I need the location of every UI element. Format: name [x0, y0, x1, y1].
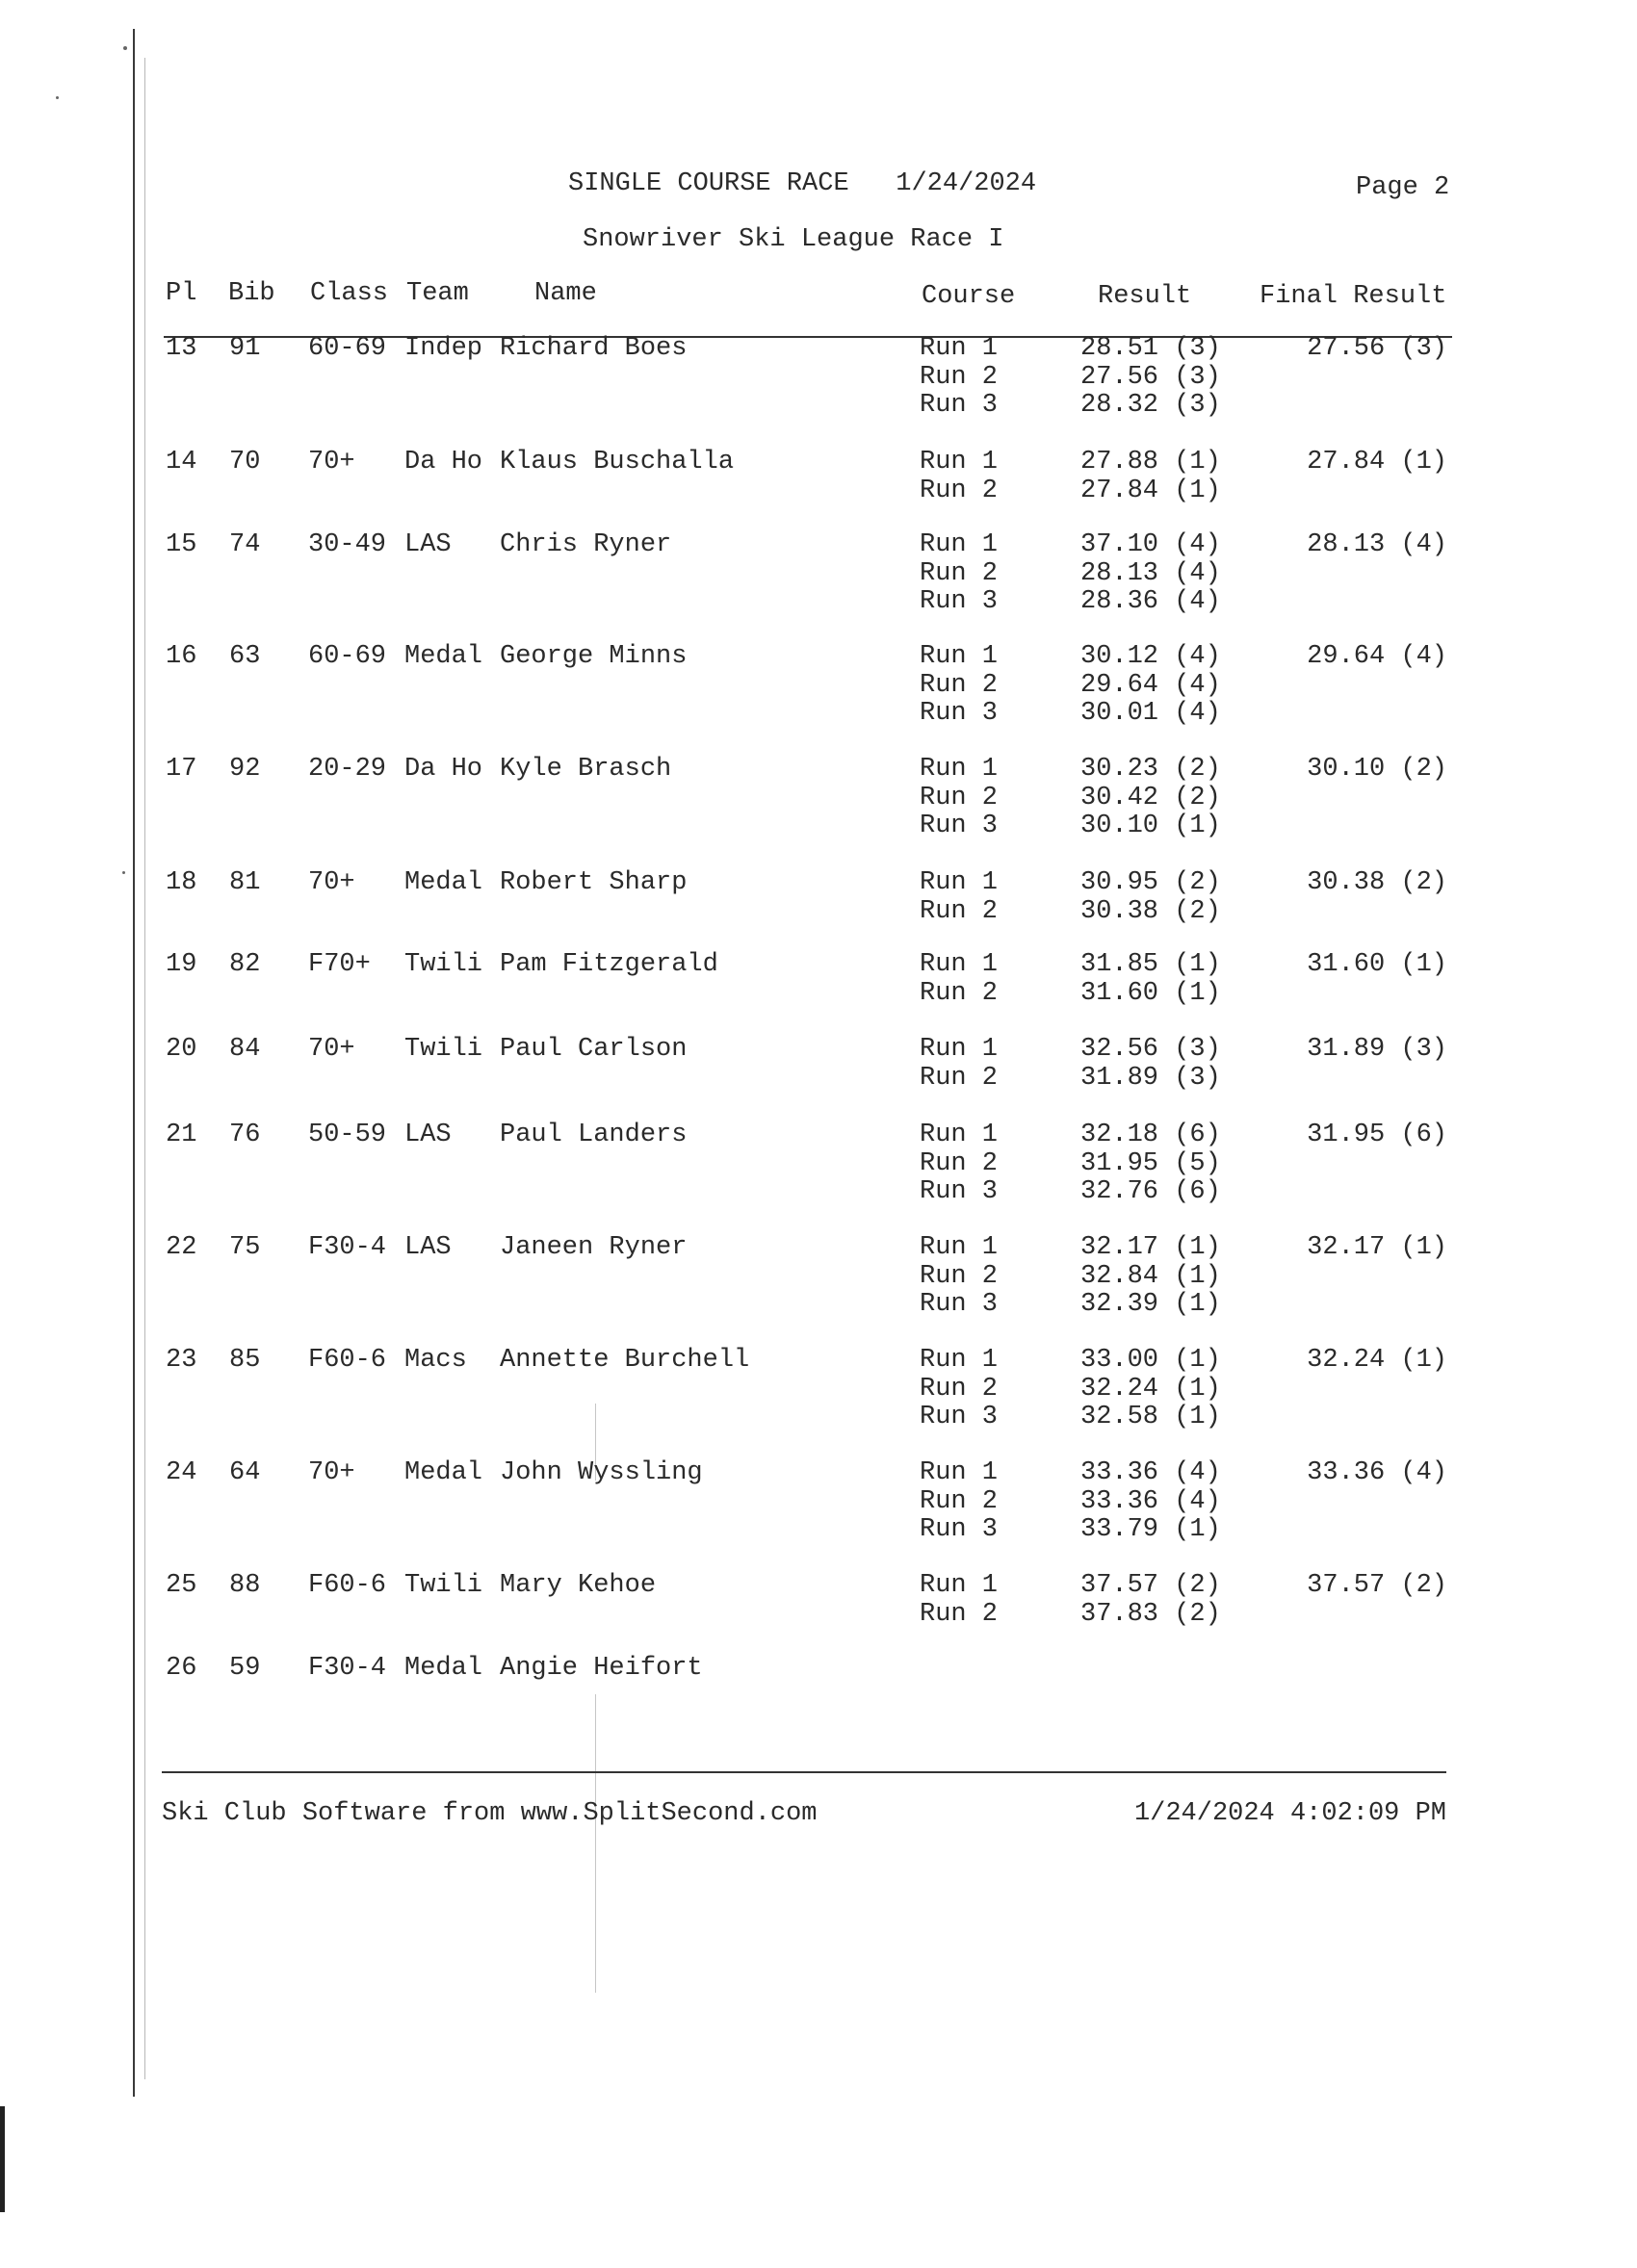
- racer-team: LAS: [404, 530, 452, 559]
- run-result: 28.51 (3): [1080, 334, 1221, 363]
- racer-name: Janeen Ryner: [500, 1233, 688, 1262]
- run-course: Run 2: [920, 978, 999, 1008]
- racer-place: 24: [166, 1458, 197, 1487]
- racer-place: 13: [166, 334, 197, 363]
- column-header-team: Team: [406, 279, 469, 308]
- run-result: 32.56 (3): [1080, 1035, 1221, 1064]
- racer-team: Medal: [404, 1458, 483, 1487]
- racer-final-result: 29.64 (4): [1307, 642, 1447, 671]
- scan-speck: [56, 96, 59, 99]
- run-result: 28.13 (4): [1080, 558, 1221, 588]
- column-header-pl: Pl: [166, 279, 197, 308]
- column-header-result: Result: [1098, 282, 1192, 311]
- racer-bib: 84: [229, 1035, 261, 1064]
- run-course: Run 1: [920, 868, 999, 897]
- racer-final-result: 27.56 (3): [1307, 334, 1447, 363]
- run-course: Run 2: [920, 783, 999, 812]
- racer-team: LAS: [404, 1233, 452, 1262]
- run-result: 30.23 (2): [1080, 755, 1221, 784]
- run-course: Run 2: [920, 896, 999, 926]
- run-result: 32.39 (1): [1080, 1290, 1221, 1319]
- run-course: Run 1: [920, 1571, 999, 1600]
- racer-name: Kyle Brasch: [500, 755, 672, 784]
- racer-bib: 81: [229, 868, 261, 897]
- run-result: 28.32 (3): [1080, 391, 1221, 420]
- run-course: Run 1: [920, 530, 999, 559]
- run-course: Run 3: [920, 1403, 999, 1431]
- racer-team: Twili: [404, 950, 483, 979]
- racer-team: LAS: [404, 1121, 452, 1149]
- racer-class: 70+: [308, 1035, 355, 1064]
- scan-edge-mark: [0, 2106, 5, 2212]
- racer-bib: 85: [229, 1346, 261, 1375]
- racer-class: 60-69: [308, 642, 387, 671]
- run-course: Run 2: [920, 558, 999, 588]
- racer-final-result: 30.38 (2): [1307, 868, 1447, 897]
- run-course: Run 1: [920, 1458, 999, 1487]
- racer-place: 17: [166, 755, 197, 784]
- run-course: Run 1: [920, 1346, 999, 1375]
- racer-class: F30-4: [308, 1654, 387, 1683]
- run-result: 37.57 (2): [1080, 1571, 1221, 1600]
- run-result: 28.36 (4): [1080, 587, 1221, 616]
- run-result: 32.84 (1): [1080, 1261, 1221, 1291]
- racer-final-result: 37.57 (2): [1307, 1571, 1447, 1600]
- racer-name: Paul Landers: [500, 1121, 688, 1149]
- column-header-class: Class: [310, 279, 389, 308]
- racer-team: Da Ho: [404, 448, 483, 477]
- racer-place: 22: [166, 1233, 197, 1262]
- run-result: 27.88 (1): [1080, 448, 1221, 477]
- racer-final-result: 32.24 (1): [1307, 1346, 1447, 1375]
- racer-name: George Minns: [500, 642, 688, 671]
- racer-place: 26: [166, 1654, 197, 1683]
- run-course: Run 2: [920, 1374, 999, 1404]
- run-result: 31.60 (1): [1080, 978, 1221, 1008]
- racer-place: 25: [166, 1571, 197, 1600]
- run-result: 32.76 (6): [1080, 1177, 1221, 1206]
- run-result: 30.01 (4): [1080, 699, 1221, 728]
- racer-team: Indep: [404, 334, 483, 363]
- racer-place: 20: [166, 1035, 197, 1064]
- run-result: 37.83 (2): [1080, 1599, 1221, 1629]
- racer-name: Richard Boes: [500, 334, 688, 363]
- run-course: Run 1: [920, 1035, 999, 1064]
- racer-class: 70+: [308, 448, 355, 477]
- run-result: 30.95 (2): [1080, 868, 1221, 897]
- run-result: 33.36 (4): [1080, 1458, 1221, 1487]
- left-margin-rule: [133, 29, 135, 2097]
- run-result: 30.38 (2): [1080, 896, 1221, 926]
- racer-name: Mary Kehoe: [500, 1571, 657, 1600]
- scan-speck: [122, 871, 125, 874]
- run-course: Run 3: [920, 1515, 999, 1544]
- run-result: 29.64 (4): [1080, 670, 1221, 700]
- racer-bib: 63: [229, 642, 261, 671]
- racer-class: 60-69: [308, 334, 387, 363]
- racer-bib: 76: [229, 1121, 261, 1149]
- racer-name: Chris Ryner: [500, 530, 672, 559]
- racer-final-result: 30.10 (2): [1307, 755, 1447, 784]
- racer-team: Medal: [404, 1654, 483, 1683]
- software-credit: Ski Club Software from www.SplitSecond.com: [162, 1799, 818, 1828]
- run-result: 30.12 (4): [1080, 642, 1221, 671]
- run-course: Run 3: [920, 699, 999, 728]
- racer-bib: 64: [229, 1458, 261, 1487]
- racer-bib: 92: [229, 755, 261, 784]
- run-course: Run 1: [920, 950, 999, 979]
- run-course: Run 1: [920, 448, 999, 477]
- racer-name: Robert Sharp: [500, 868, 688, 897]
- run-result: 31.89 (3): [1080, 1063, 1221, 1093]
- racer-team: Twili: [404, 1571, 483, 1600]
- run-course: Run 2: [920, 1261, 999, 1291]
- racer-final-result: 33.36 (4): [1307, 1458, 1447, 1487]
- run-result: 27.56 (3): [1080, 362, 1221, 392]
- footer-divider: [162, 1771, 1446, 1773]
- racer-class: F60-6: [308, 1571, 387, 1600]
- racer-bib: 82: [229, 950, 261, 979]
- racer-name: Klaus Buschalla: [500, 448, 735, 477]
- racer-final-result: 31.95 (6): [1307, 1121, 1447, 1149]
- racer-class: F30-4: [308, 1233, 387, 1262]
- run-course: Run 2: [920, 670, 999, 700]
- racer-name: Angie Heifort: [500, 1654, 703, 1683]
- column-header-bib: Bib: [228, 279, 275, 308]
- run-course: Run 3: [920, 391, 999, 420]
- run-course: Run 3: [920, 1290, 999, 1319]
- run-course: Run 2: [920, 1599, 999, 1629]
- racer-bib: 59: [229, 1654, 261, 1683]
- racer-place: 21: [166, 1121, 197, 1149]
- racer-team: Da Ho: [404, 755, 483, 784]
- racer-place: 19: [166, 950, 197, 979]
- run-result: 37.10 (4): [1080, 530, 1221, 559]
- column-header-final-result: Final Result: [1260, 282, 1447, 311]
- racer-class: 50-59: [308, 1121, 387, 1149]
- racer-team: Medal: [404, 868, 483, 897]
- racer-final-result: 32.17 (1): [1307, 1233, 1447, 1262]
- league-subtitle: Snowriver Ski League Race I: [583, 225, 1004, 254]
- racer-name: John Wyssling: [500, 1458, 703, 1487]
- racer-bib: 75: [229, 1233, 261, 1262]
- column-header-name: Name: [534, 279, 597, 308]
- racer-name: Annette Burchell: [500, 1346, 750, 1375]
- racer-team: Macs: [404, 1346, 467, 1375]
- run-course: Run 2: [920, 362, 999, 392]
- scan-fold-line: [595, 1694, 596, 1993]
- racer-name: Pam Fitzgerald: [500, 950, 718, 979]
- racer-final-result: 28.13 (4): [1307, 530, 1447, 559]
- run-result: 33.00 (1): [1080, 1346, 1221, 1375]
- racer-class: F60-6: [308, 1346, 387, 1375]
- column-header-course: Course: [922, 282, 1016, 311]
- racer-team: Twili: [404, 1035, 483, 1064]
- run-course: Run 2: [920, 1063, 999, 1093]
- racer-class: 30-49: [308, 530, 387, 559]
- racer-bib: 74: [229, 530, 261, 559]
- racer-bib: 70: [229, 448, 261, 477]
- run-course: Run 2: [920, 1486, 999, 1516]
- run-course: Run 2: [920, 1148, 999, 1178]
- run-course: Run 3: [920, 1177, 999, 1206]
- run-result: 27.84 (1): [1080, 476, 1221, 505]
- racer-name: Paul Carlson: [500, 1035, 688, 1064]
- run-course: Run 1: [920, 1233, 999, 1262]
- scan-speck: [123, 46, 127, 50]
- run-result: 32.24 (1): [1080, 1374, 1221, 1404]
- racer-bib: 91: [229, 334, 261, 363]
- racer-place: 15: [166, 530, 197, 559]
- run-result: 32.18 (6): [1080, 1121, 1221, 1149]
- run-course: Run 1: [920, 1121, 999, 1149]
- print-timestamp: 1/24/2024 4:02:09 PM: [1133, 1799, 1446, 1828]
- racer-team: Medal: [404, 642, 483, 671]
- run-result: 32.58 (1): [1080, 1403, 1221, 1431]
- run-result: 31.95 (5): [1080, 1148, 1221, 1178]
- run-course: Run 1: [920, 334, 999, 363]
- racer-class: F70+: [308, 950, 371, 979]
- run-result: 32.17 (1): [1080, 1233, 1221, 1262]
- race-title: SINGLE COURSE RACE 1/24/2024: [568, 169, 1037, 198]
- racer-bib: 88: [229, 1571, 261, 1600]
- racer-class: 70+: [308, 868, 355, 897]
- racer-place: 16: [166, 642, 197, 671]
- racer-final-result: 31.60 (1): [1307, 950, 1447, 979]
- left-margin-shadow: [144, 58, 145, 2079]
- run-result: 33.79 (1): [1080, 1515, 1221, 1544]
- racer-place: 18: [166, 868, 197, 897]
- run-result: 31.85 (1): [1080, 950, 1221, 979]
- racer-place: 23: [166, 1346, 197, 1375]
- run-course: Run 2: [920, 476, 999, 505]
- run-course: Run 3: [920, 812, 999, 840]
- run-course: Run 3: [920, 587, 999, 616]
- racer-class: 20-29: [308, 755, 387, 784]
- racer-final-result: 27.84 (1): [1307, 448, 1447, 477]
- racer-place: 14: [166, 448, 197, 477]
- racer-final-result: 31.89 (3): [1307, 1035, 1447, 1064]
- run-course: Run 1: [920, 755, 999, 784]
- run-course: Run 1: [920, 642, 999, 671]
- run-result: 30.42 (2): [1080, 783, 1221, 812]
- run-result: 30.10 (1): [1080, 812, 1221, 840]
- racer-class: 70+: [308, 1458, 355, 1487]
- run-result: 33.36 (4): [1080, 1486, 1221, 1516]
- page-number: Page 2: [1356, 173, 1450, 202]
